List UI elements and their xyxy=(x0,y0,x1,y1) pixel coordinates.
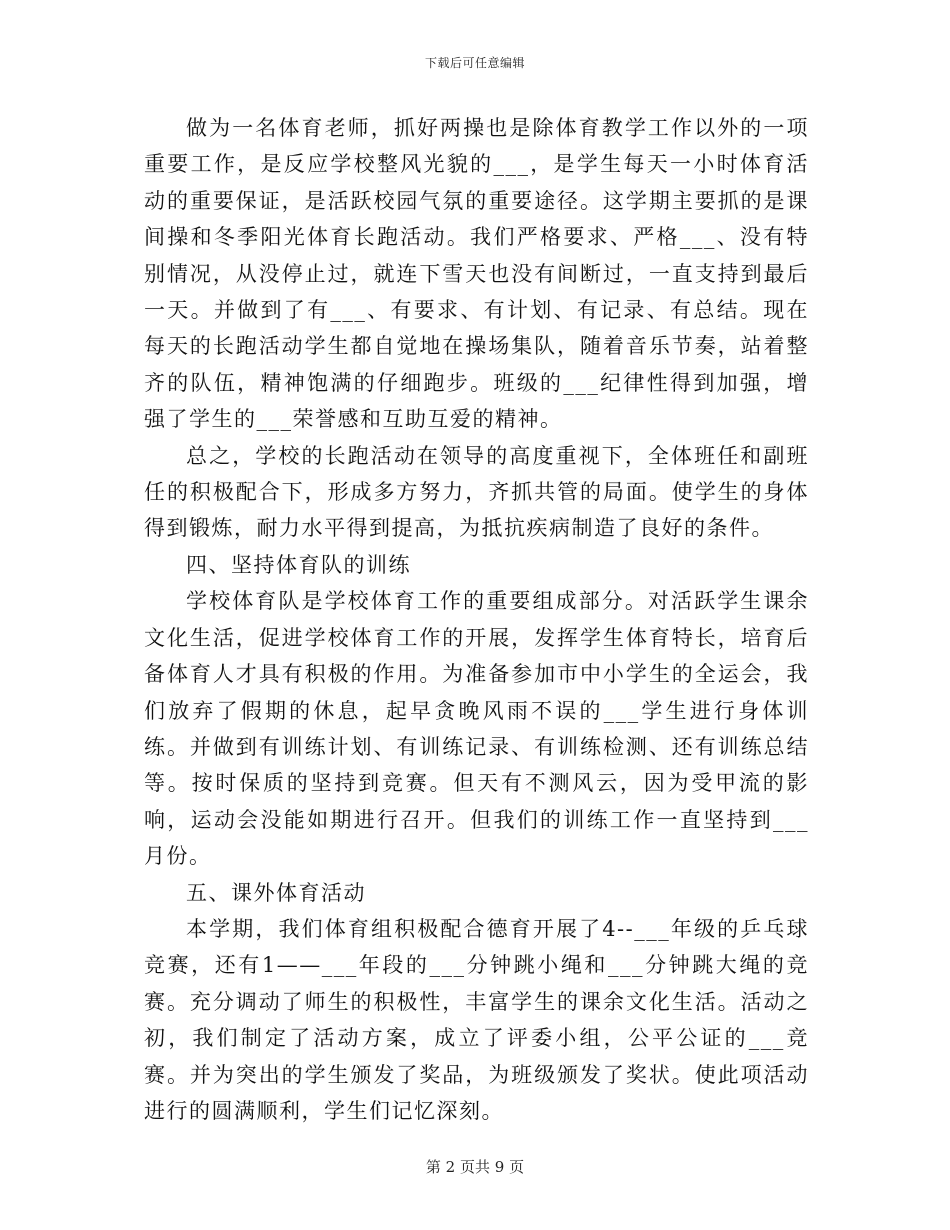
section-heading-extracurricular: 五、课外体育活动 xyxy=(186,880,366,905)
paragraph-summary: 总之，学校的长跑活动在领导的高度重视下，全体班任和副班任的积极配合下，形成多方努力，齐抓共管的局面。使学生的身体得到锻炼，耐力水平得到提高，为抵抗疾病制造了良好的条件。 xyxy=(144,443,809,541)
paragraph-extracurricular: 本学期，我们体育组积极配合德育开展了4--___年级的乒乓球竞赛，还有1——___年段的___分钟跳小绳和___分钟跳大绳的竞赛。充分调动了师生的积极性，丰富学生的课余文化生活。活动之初，我们制定了活动方案，成立了评委小组，公平公证的___竞赛。并为突出的学生颁发了奖品，为班级颁发了奖状。使此项活动进行的圆满顺利，学生们记忆深刻。 xyxy=(144,916,809,1123)
page-header: 下载后可任意编辑 xyxy=(424,56,525,70)
paragraph-exercises: 做为一名体育老师，抓好两操也是除体育教学工作以外的一项重要工作，是反应学校整风光貌的___，是学生每天一小时体育活动的重要保证，是活跃校园气氛的重要途径。这学期主要抓的是课间操和冬季阳光体育长跑活动。我们严格要求、严格___、没有特别情况，从没停止过，就连下雪天也没有间断过，一直支持到最后一天。并做到了有___、有要求、有计划、有记录、有总结。现在每天的长跑活动学生都自觉地在操场集队，随着音乐节奏，站着整齐的队伍，精神饱满的仔细跑步。班级的___纪律性得到加强，增强了学生的___荣誉感和互助互爱的精神。 xyxy=(144,116,809,432)
document-body xyxy=(144,110,809,1129)
paragraph-team-training: 学校体育队是学校体育工作的重要组成部分。对活跃学生课余文化生活，促进学校体育工作的开展，发挥学生体育特长，培育后备体育人才具有积极的作用。为准备参加市中小学生的全运会，我们放弃了假期的休息，起早贪晚风雨不误的___学生进行身体训练。并做到有训练计划、有训练记录、有训练检测、还有训练总结等。按时保质的坚持到竞赛。但天有不测风云，因为受甲流的影响，运动会没能如期进行召开。但我们的训练工作一直坚持到___月份。 xyxy=(144,589,809,869)
page-footer: 第 2 页共 9 页 xyxy=(425,1158,525,1176)
section-heading-team-training: 四、坚持体育队的训练 xyxy=(186,552,411,577)
